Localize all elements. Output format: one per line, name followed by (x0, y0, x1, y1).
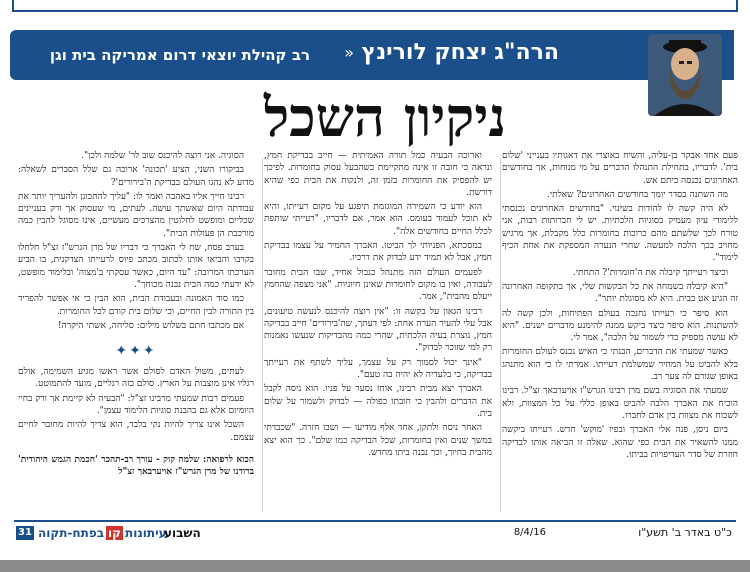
section-city: בפתח-תקוה (38, 526, 105, 540)
page-number: 31 (16, 526, 34, 540)
page-footer (14, 520, 736, 544)
paragraph: וארוכה הבעיה כמל תורה האמיתית — חייב בבדיקת חמץ, ונראה כי חובה זו אינה מתקיימת כשהבעל עסוק בחומרות. לפיכך יש להפסיק את החומרות בזמן זה, ולנקות את הבית כפי שהיא דורשת. (264, 151, 492, 198)
paragraph: פעמים רבות שמעתי מרבינו זצ"ל: "הבעיה לא קיימת אך ורק בחיי היומיום אלא גם בהבנת סוגיות הלימוד עצמן". (18, 393, 254, 417)
author-portrait (648, 34, 722, 116)
previous-article-frame (12, 0, 738, 12)
paragraph: לא היה קשה לו להודות בשינוי. "בחודשים האחרונים נכנסתי ללימודי עיון מעמיק בסוגיות הלכתיות. יש לי חברותות רבות, אני טורח לכך שלשתם מהם כרוכות בחומרות כלל מקבלת, אך מרגיש מחויב בכך הלכה למעשה. שחרי הנערה המספקת את אחת הכיף לימוד". (502, 204, 738, 264)
rabbi-name: הרה"ג יצחק לורינץ (361, 40, 559, 65)
paragraph: רבינו הגאון על בקשה זו: "אין רוצה להיכנס לנעשה טיעונים, אבל עלי להעיר הערה אחת: לפי דעתך, שה'בירורים' חייב בבדיקה חמץ, נוצרת בעיה הלכתית, שהרי כמה מהבדיקות שנעשו נאמנות רק למי שזוכר לבדוק". (264, 306, 492, 354)
gregorian-date: 8/4/16 (513, 527, 546, 538)
author-banner (10, 30, 734, 80)
paragraph: רבינו חייך אליו באהבה ואמר לו: "עליך להתכונן ולהעריך יותר את עבודתה היום שאשתך עושה. לעתים, מי שעסוק אך ורק בעניינים שכליים ומופשט לחלוטין מהצרכים מעשיים, אינו מסוגל להבין כמה מורכבת הן פעולות הבית". (18, 191, 254, 239)
paragraph: פעם אחד אבקר בן-עליה, והשיח באוצרי את דאגותיו בענייני 'שלום בית'. לדבריו, בתחילת התנהלו הדברים על מי מנוחות, אך בחודשים האחרונים נכנסה ביתם אש. (502, 151, 738, 186)
hebrew-date: כ"ט באדר ב' תשע"ו (638, 526, 732, 539)
paragraph: ביום ניסן, פנה אלי האברך ובפיו 'מוקש' חדש. רעייתו ביקשה ממנו להשאיר את הבית כפי שהוא. שאלה זו הביאה אותו לבדיקה חוזרת של סדר העדיפויות בביתו. (502, 425, 738, 460)
dedication-note: הכוא לרפואה: שלמה קוק - עורך רב-תהכר 'חכמת הגמש היהודית' ברודנו של מרן הגרש"ז אויערבאך זצ"ל (18, 454, 254, 478)
paragraph: בביקורו השני, הציע 'תכונה' ארוכה גם שלל הסברים לשאלה: מדוע לא נהגו העולם בבדיקת ה'בירורים'? (18, 165, 254, 188)
paragraph: וכיצד רעייתך קיבלה את ה'חומרות'? התחתי. (572, 267, 728, 278)
paragraph: כאשר שמעתי את הדברים, הבנתי כי האיש נכנס לעולם החומרות בלא להביט על המחיר שמשלמת רעייתו. אמרתי לו כי הוא מתנהג באופן שגורם לה צער רב. (502, 347, 738, 383)
section-label (38, 525, 167, 541)
paragraph: כמו סוד האמונה ובעבודת הבית, הוא הבין כי אי אפשר להפריד בין התורה לבין החיים, וכי שלום בית קודם לכל החומרות. (18, 294, 254, 317)
paragraph: במסכתא, הפניותי לך הביטו. האברך החמיר על עצמו בבדיקת חמץ, אבל לא תמיד ידע לבדוק את דרכיו. (264, 241, 492, 264)
paragraph: אם מכתבו חתם בשלוש מילים: סליחה, אשתי היקרה! (57, 320, 244, 331)
paragraph: האחר ניסה ולתקן, אחד אלף מודיעו — ושבו חזרה. "שכבדתי במשך שנים ואין בחומרות, שכל הבדיקה כמו שלם". כך הוא יצא מהבית בחיוך, וכך נבנה ביתו מחדש. (264, 423, 492, 458)
paragraph: האברך יצא מבית רבינו, אוחז נסער על פניו. הוא ניסה לקבל את הדברים ולהבין כי חובתו כפולה — לבדוק ולשמור על שלום בית. (264, 384, 492, 419)
text-column-right (502, 150, 738, 520)
separator-arrows: » (344, 43, 354, 62)
publication-name: השבוע (164, 526, 201, 540)
paragraph: בערב פסח, שח לי האברך כי דבריו של מרן הגרש"ז זצ"ל חלחלו בקרבו והביאו אותו לכתוב מכתב פיוס לרעייתו הצדקנית, בו הביע הערכתו המרובה: "עד היום, כאשר עסקתי ב'מצוה' ובלימוד מופשט, לא ידעתי כמה הבית נבנה מכוחך". (18, 243, 254, 290)
section-prefix: עיתונות (125, 526, 167, 540)
paragraph: השכל אינו צריך להיות נקי בלבד, הוא צריך להיות מחובר לחיים עצמם. (18, 420, 254, 443)
paragraph: "היא קיבלה בשמחה את כל הבקשות שלי, אך בתקופה האחרונה זה הגיע אט בבית. היא לא מסוגלת יותר". (502, 281, 738, 305)
rabbi-role: רב קהילת יוצאי דרום אמריקה בית וגן (49, 46, 310, 64)
paragraph: לעתים, משול האדם לסולם אשר ראשו מגיע השמימה, אולם רגליו אינן מוצבות על הארץ. סולם כזה רגליים, מועד להתמוטט. (18, 367, 254, 390)
section-kiosk-badge: קו (108, 526, 121, 540)
paragraph: מה השתנה בסדר יומך בחודשים האחרונים? שאלתי. (546, 189, 728, 200)
article-headline: ניקיון השכל (263, 85, 507, 149)
paragraph: הוא סיפר כי רעייתו נחנכה בעולם הפתיחות, ולכן קשה לה להשתנות. הוא סיפר כיצד ביקש ממנה להימנע מדברים ישנים. "היא לא עושה מספיק כדי לשמור על הלכה", אמר לי. (502, 308, 738, 344)
paragraph: שמעתי את הסוגיה בשם מרן רבינו הגרש"ז אויערבאך זצ"ל. רבינו הוכיח את האברך הלבה להביט באופן כללי על כל המצוות, ולא לשכוח את מצוות בין אדם לחברו. (502, 386, 738, 421)
text-column-middle (264, 150, 492, 520)
article-body (18, 150, 738, 520)
paragraph: הסוגיה. אני רוצה להיכנס שוב לר' שלמה ולכן". (81, 151, 244, 161)
paragraph: "אינך יכול לסמוך רק על עצמך, עליך לשתף את רעייתך בבדיקה, כי בלעדיה לא יהיה בה טעם". (264, 357, 492, 381)
paragraph: לפעמים העולם הזה מתנהל כגבול אחיד, שבו הבית מחובר לעבודה, ואין בו מקום לחומרות שאינן חיוניות. "אני מצפה שהחמץ ייעלם מהבית", אמר. (264, 267, 492, 303)
section-ornament: ✦✦✦ (115, 343, 157, 360)
paragraph: הוא יודע כי השמירה המוגזמת תיפגע על מקום רעייתו, והיא לא תוכל לעמוד בעומס. הוא אמר, אם לדבריו, "רעייתי שותפת לכלל החיים בחודשים אלה". (264, 202, 492, 237)
text-column-left (18, 150, 254, 520)
